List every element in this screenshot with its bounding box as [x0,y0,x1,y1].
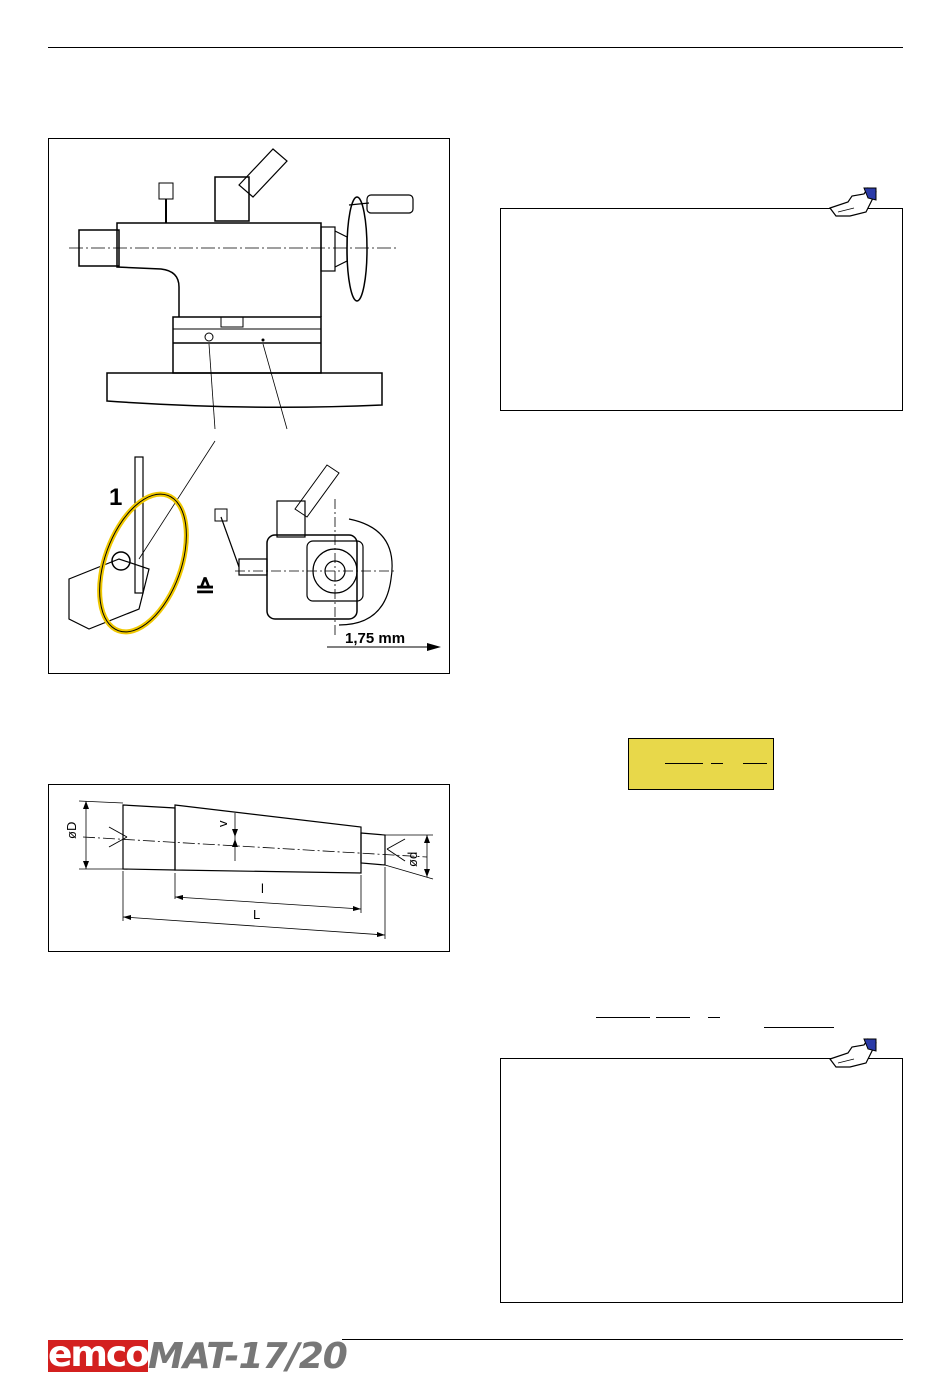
label-D: øD [64,821,79,839]
formula-2-fraction-bar [708,1017,720,1018]
tailstock-drawing [49,139,449,673]
note-box-1 [500,208,903,411]
pointing-hand-icon [828,1037,878,1071]
formula-fraction-bar [665,763,703,764]
taper-drawing [49,785,449,951]
note-box-2 [500,1058,903,1303]
formula-fraction-bar [711,763,723,764]
tailstock-figure [48,138,450,674]
pointing-hand-icon [828,186,878,220]
formula-2-fraction-bar [596,1017,650,1018]
model-name: MAT-17/20 [148,1336,347,1377]
formula-box [628,738,774,790]
label-v: v [215,820,230,827]
brand-name: emco [48,1340,148,1372]
label-L: L [253,907,261,922]
emco-logo [48,1340,148,1372]
formula-2-fraction-bar [764,1027,834,1028]
footer-rule [342,1339,903,1340]
step-number: 1 [109,484,123,511]
formula-2-fraction-bar [656,1017,690,1018]
correspondence-symbol: ≙ [195,576,216,603]
label-d: ød [405,851,420,867]
label-l: l [261,881,264,896]
header-rule [48,47,903,48]
formula-fraction-bar [743,763,767,764]
taper-figure [48,784,450,952]
offset-label: 1,75 mm [345,630,406,647]
